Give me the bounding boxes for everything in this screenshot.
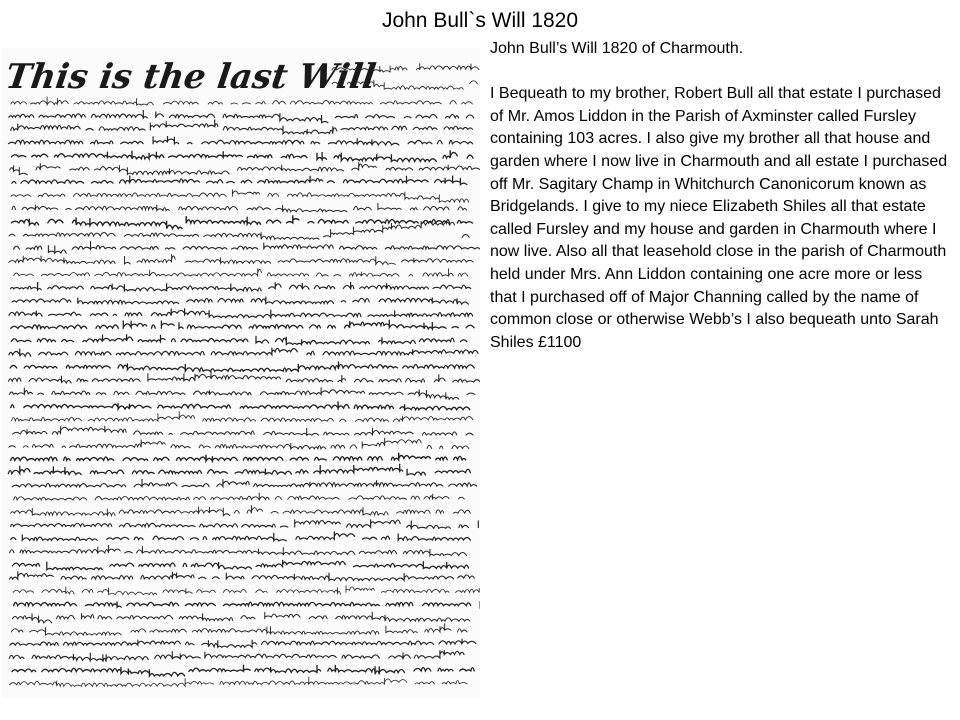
transcription-panel bbox=[490, 38, 950, 354]
transcription-heading: John Bull’s Will 1820 of Charmouth. bbox=[490, 40, 744, 57]
transcription-body: I Bequeath to my brother, Robert Bull all that estate I purchased of Mr. Amos Liddon in the Parish of Axminster called Fursley containing 103 acres. I also give my brother all that house and garden where I now live in Charmouth and all estate I purchased off Mr. Sagitary Champ in Whitchurch Canonicorum known as Bridgelands. I give to my niece Elizabeth Shiles all that estate called Fursley and my house and garden in Charmouth where I now live. Also all that leasehold close in the parish of Charmouth held under Mrs. Ann Liddon containing one acre more or less that I purchased off of Major Channing called by the name of common close or otherwise Webb’s I also bequeath unto Sarah Shiles £1100 bbox=[490, 85, 948, 351]
slide-title: John Bull`s Will 1820 bbox=[381, 9, 579, 32]
handwritten-will-scan bbox=[2, 48, 480, 698]
manuscript-opening-words: This is the last Will bbox=[3, 57, 379, 97]
paper-background bbox=[2, 48, 480, 698]
handwritten-will-image bbox=[2, 48, 480, 698]
